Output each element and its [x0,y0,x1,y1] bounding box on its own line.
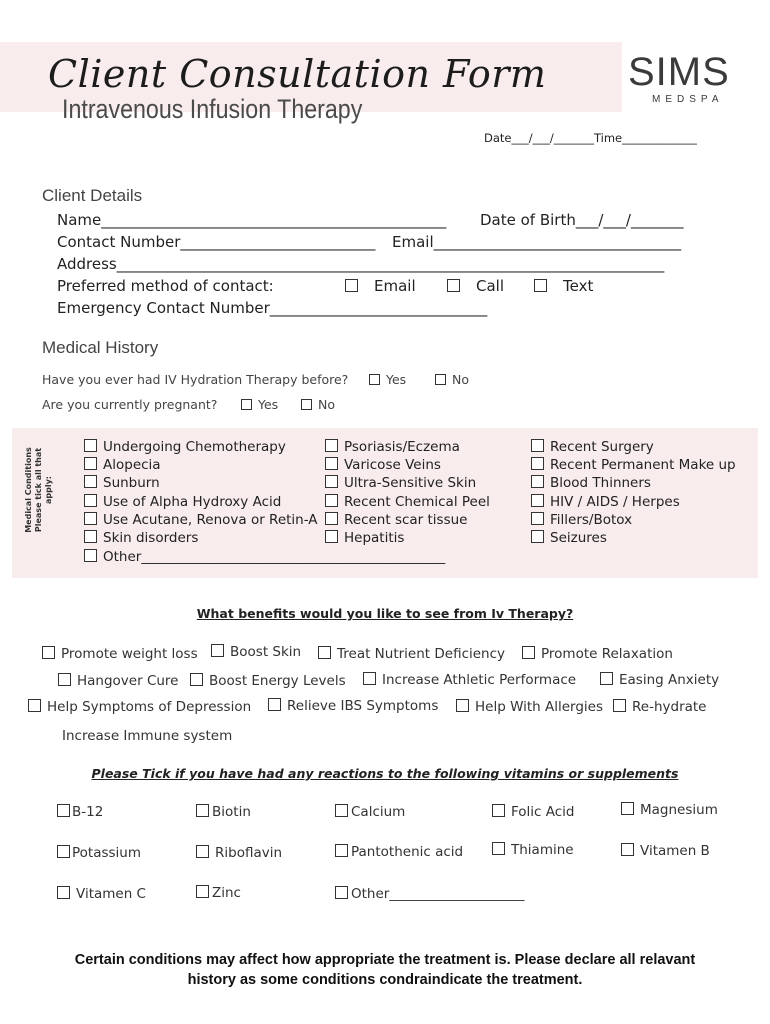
contact-option-email[interactable]: Email [345,277,416,295]
address-field[interactable]: Address_________________________________________________________________________ [57,255,665,273]
pregnant-no[interactable]: No [301,397,335,412]
checkbox[interactable] [435,374,446,385]
name-field[interactable]: Name______________________________________________ [57,211,447,229]
checkbox[interactable] [84,475,97,488]
checkbox[interactable] [57,845,70,858]
condition-item[interactable]: Recent Surgery [531,439,654,455]
form-title: Client Consultation Form [48,52,547,96]
checkbox[interactable] [325,512,338,525]
footer-line-1: Certain conditions may affect how appropriate the treatment is. Please declare all relavant [74,952,696,968]
benefit-option-immune[interactable]: Increase Immune system [62,728,233,744]
vitamin-option[interactable]: Zinc [196,885,241,901]
checkbox[interactable] [345,279,358,292]
benefits-title: What benefits would you like to see from Iv Therapy? [196,606,574,621]
checkbox[interactable] [621,802,634,815]
checkbox[interactable] [84,494,97,507]
checkbox[interactable] [196,845,209,858]
vitamin-option[interactable]: Potassium [57,845,141,861]
vitamin-option[interactable]: Calcium [335,804,405,820]
condition-item[interactable]: Fillers/Botox [531,512,632,528]
checkbox[interactable] [522,646,535,659]
checkbox[interactable] [84,439,97,452]
contact-option-call[interactable]: Call [447,277,504,295]
checkbox[interactable] [190,673,203,686]
footer-notice [0,950,770,990]
contact-option-text[interactable]: Text [534,277,593,295]
preferred-contact-label: Preferred method of contact: [57,277,274,295]
benefit-option[interactable]: Increase Athletic Performace [363,672,576,688]
checkbox[interactable] [58,673,71,686]
benefit-option[interactable]: Help Symptoms of Depression [28,699,251,715]
checkbox[interactable] [335,886,348,899]
checkbox[interactable] [335,804,348,817]
condition-item[interactable]: Recent Chemical Peel [325,494,490,510]
condition-item[interactable]: Ultra-Sensitive Skin [325,475,476,491]
checkbox[interactable] [84,549,97,562]
condition-item[interactable]: Recent scar tissue [325,512,468,528]
checkbox[interactable] [492,842,505,855]
checkbox[interactable] [492,804,505,817]
checkbox[interactable] [325,494,338,507]
checkbox[interactable] [196,804,209,817]
vitamin-option[interactable]: Vitamen B [621,843,710,859]
checkbox[interactable] [531,439,544,452]
checkbox[interactable] [268,698,281,711]
checkbox[interactable] [57,886,70,899]
checkbox[interactable] [84,457,97,470]
client-details-heading: Client Details [42,186,143,205]
email-field[interactable]: Email_________________________________ [392,233,682,251]
condition-item[interactable]: Skin disorders [84,530,198,546]
benefit-option[interactable]: Easing Anxiety [600,672,719,688]
dob-field[interactable]: Date of Birth___/___/_______ [480,211,684,229]
checkbox[interactable] [531,475,544,488]
emergency-contact-field[interactable]: Emergency Contact Number_____________________________ [57,299,488,317]
checkbox[interactable] [325,439,338,452]
checkbox[interactable] [42,646,55,659]
vitamin-option[interactable]: B-12 [57,804,103,820]
benefit-option[interactable]: Boost Skin [211,644,301,660]
condition-item[interactable]: Use Acutane, Renova or Retin-A [84,512,318,528]
checkbox[interactable] [211,644,224,657]
condition-item[interactable]: Alopecia [84,457,161,473]
medical-history-heading: Medical History [42,338,159,357]
benefit-option[interactable]: Relieve IBS Symptoms [268,698,438,714]
checkbox[interactable] [196,885,209,898]
logo: SIMS [628,50,730,94]
checkbox[interactable] [84,530,97,543]
pregnant-yes[interactable]: Yes [241,397,278,412]
condition-item[interactable]: Sunburn [84,475,160,491]
checkbox[interactable] [531,530,544,543]
condition-item[interactable]: Seizures [531,530,607,546]
checkbox[interactable] [325,457,338,470]
checkbox[interactable] [456,699,469,712]
checkbox[interactable] [325,530,338,543]
iv-no[interactable]: No [435,372,469,387]
medical-conditions-side-label: Medical Conditions Please tick all that apply: [24,447,53,533]
condition-item[interactable]: Recent Permanent Make up [531,457,736,473]
checkbox[interactable] [325,475,338,488]
checkbox[interactable] [84,512,97,525]
footer-line-2: history as some conditions condraindicate the treatment. [187,972,583,988]
benefit-option[interactable]: Boost Energy Levels [190,673,346,689]
vitamin-option-other[interactable]: Other____________________ [335,886,524,902]
checkbox[interactable] [534,279,547,292]
iv-question: Have you ever had IV Hydration Therapy before? [42,372,349,387]
condition-item[interactable]: Psoriasis/Eczema [325,439,460,455]
benefit-option[interactable]: Help With Allergies [456,699,603,715]
checkbox[interactable] [369,374,380,385]
condition-item[interactable]: Undergoing Chemotherapy [84,439,286,455]
checkbox[interactable] [57,804,70,817]
checkbox[interactable] [28,699,41,712]
condition-item[interactable]: Use of Alpha Hydroxy Acid [84,494,281,510]
checkbox[interactable] [447,279,460,292]
vitamin-option[interactable]: Folic Acid [492,804,575,820]
benefit-option[interactable]: Promote Relaxation [522,646,673,662]
condition-item[interactable]: Hepatitis [325,530,404,546]
checkbox[interactable] [363,672,376,685]
condition-item[interactable]: Varicose Veins [325,457,441,473]
checkbox[interactable] [613,699,626,712]
date-time-field[interactable]: Date___/___/_______Time_____________ [484,131,697,145]
contact-number-field[interactable]: Contact Number__________________________ [57,233,376,251]
benefit-option[interactable]: Hangover Cure [58,673,179,689]
vitamin-option[interactable]: Biotin [196,804,251,820]
vitamin-option[interactable]: Riboflavin [196,845,282,861]
vitamin-option[interactable]: Magnesium [621,802,718,818]
pregnant-question: Are you currently pregnant? [42,397,218,412]
checkbox[interactable] [301,399,312,410]
checkbox[interactable] [318,646,331,659]
vitamin-option[interactable]: Pantothenic acid [335,844,463,860]
checkbox[interactable] [531,457,544,470]
condition-item[interactable]: HIV / AIDS / Herpes [531,494,680,510]
benefit-option[interactable]: Re-hydrate [613,699,707,715]
vitamin-option[interactable]: Vitamen C [57,886,146,902]
vitamin-option[interactable]: Thiamine [492,842,574,858]
checkbox[interactable] [241,399,252,410]
logo-subtext: MEDSPA [652,94,724,105]
checkbox[interactable] [335,844,348,857]
condition-other[interactable]: Other_____________________________________________ [84,549,445,565]
checkbox[interactable] [531,494,544,507]
condition-item[interactable]: Blood Thinners [531,475,651,491]
checkbox[interactable] [531,512,544,525]
benefit-option[interactable]: Promote weight loss [42,646,198,662]
form-subtitle: Intravenous Infusion Therapy [62,94,363,124]
checkbox[interactable] [600,672,613,685]
vitamins-title: Please Tick if you have had any reactions to the following vitamins or supplements [91,766,679,781]
checkbox[interactable] [621,843,634,856]
iv-yes[interactable]: Yes [369,372,406,387]
benefit-option[interactable]: Treat Nutrient Deficiency [318,646,505,662]
